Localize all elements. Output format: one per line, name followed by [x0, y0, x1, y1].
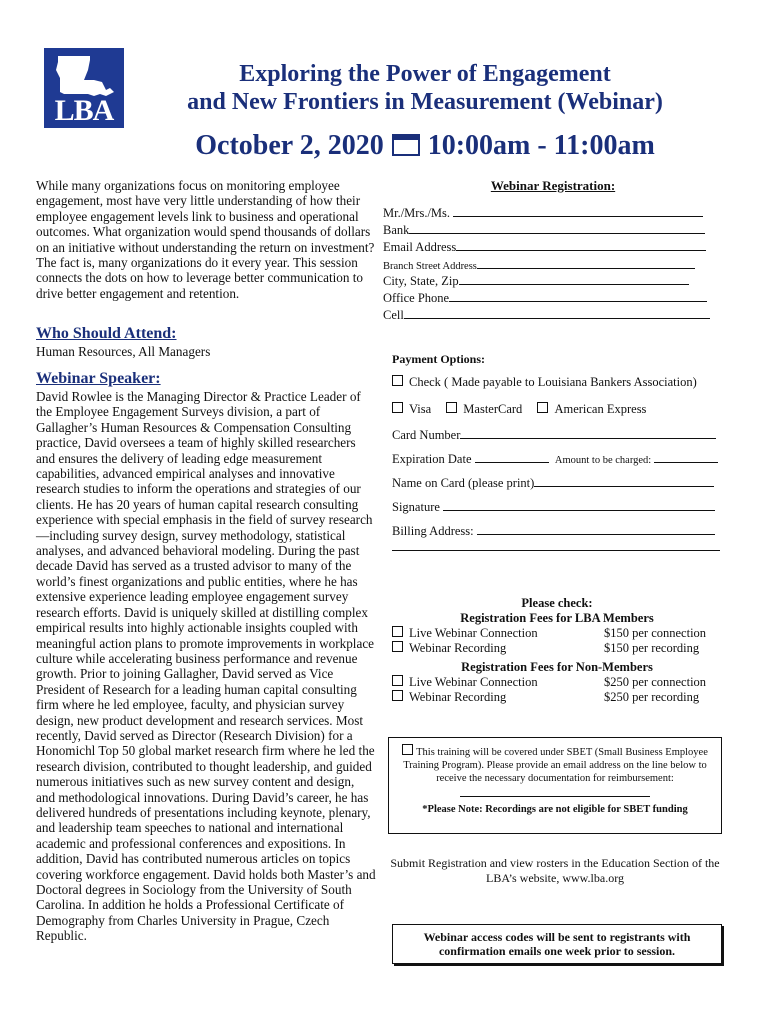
nonmember-live-option[interactable]: Live Webinar Connection $250 per connection — [392, 675, 722, 690]
nonmember-recording-option[interactable]: Webinar Recording $250 per recording — [392, 690, 722, 705]
card-type-options — [392, 402, 646, 417]
street-address-field[interactable]: Branch Street Address — [383, 257, 695, 272]
intro-paragraph: While many organizations focus on monitoring employee engagement, most have very little understanding of how their employee engagement levels link to business and operational outcomes. What organization would spend thousands of dollars on an initiative without understanding the return on investment? The fact is, many organizations do it every year. This session connects the dots on how to leverage better communication to drive better engagement and retention. — [36, 178, 375, 301]
mastercard-option[interactable]: MasterCard — [446, 402, 522, 416]
please-check-label: Please check: — [521, 596, 593, 610]
amount-field[interactable] — [654, 451, 718, 463]
city-state-zip-field[interactable]: City, State, Zip — [383, 273, 689, 289]
visa-option[interactable]: Visa — [392, 402, 431, 416]
sbet-email-line[interactable] — [460, 795, 650, 797]
event-time: 10:00am - 11:00am — [427, 130, 655, 161]
checkbox-icon[interactable] — [446, 402, 457, 413]
logo-text: LBA — [54, 94, 114, 127]
event-date: October 2, 2020 — [195, 130, 384, 161]
member-recording-option[interactable]: Webinar Recording $150 per recording — [392, 641, 722, 656]
lba-logo — [44, 48, 124, 128]
amex-option[interactable]: American Express — [537, 402, 646, 416]
check-option[interactable]: Check ( Made payable to Louisiana Bankers Association) — [392, 375, 697, 390]
registration-heading: Webinar Registration: — [490, 178, 616, 193]
checkbox-icon[interactable] — [392, 402, 403, 413]
checkbox-icon[interactable] — [392, 626, 403, 637]
expiration-field[interactable]: Expiration Date Amount to be charged: — [392, 451, 718, 467]
name-field[interactable]: Mr./Mrs./Ms. — [383, 205, 703, 221]
page-title — [150, 60, 700, 116]
checkbox-icon[interactable] — [392, 675, 403, 686]
access-codes-notice: Webinar access codes will be sent to registrants with confirmation emails one week prior to session. — [392, 924, 722, 964]
billing-address-field[interactable]: Billing Address: — [392, 523, 715, 539]
speaker-bio: David Rowlee is the Managing Director & Practice Leader of the Employee Engagement Surveys division, a part of Gallagher’s Human Resources & Compensation Consulting practice, David oversees a team of highly skilled researchers and ensures the delivery of leading edge measurement capabilities, advanced empirical analyses and innovative research studies to inform the operations and strategies of our clients. He has 20 years of human capital research consulting experience with special emphasis in the field of survey research—including survey design, survey methodology, statistical analyses, and advanced behavioral modeling. During the past decade David has served as a trusted advisor to many of the world’s finest organizations and public entities, where he has extensive experience leading employee engagement survey research efforts. David is uniquely skilled at distilling complex empirical results into highly actionable insights coupled with meaningful action plans to promote improvements in workplace culture while accelerating business performance and revenue growth. Prior to joining Gallagher, David served as Vice President of Research for a leading human capital consulting firm where he led employee, faculty, and physician survey design, new product development and research services. Most recently, David served as Director (Research Division) for a Honomichl Top 50 global market research firm where he led the research division, contributed to thought leadership, and guided numerous initiatives such as new survey content and design, and methodological innovations. During David’s career, he has delivered hundreds of presentations including keynote, plenary, and leadership team speeches to national and international academic and professional conferences and expositions. In addition, David has contributed numerous articles on topics covering workforce engagement. David holds both Master’s and Doctoral degrees in Sociology from the University of South Carolina. In addition he holds a Professional Certificate of Demography from Charles University in Prague, Czech Republic. — [36, 389, 376, 944]
cell-field[interactable]: Cell — [383, 307, 710, 323]
billing-address-line-2[interactable] — [392, 550, 720, 551]
bank-field[interactable]: Bank — [383, 222, 705, 238]
title-line-1: Exploring the Power of Engagement — [239, 61, 611, 87]
signature-field[interactable]: Signature — [392, 499, 715, 515]
name-on-card-field[interactable]: Name on Card (please print) — [392, 475, 714, 491]
sbet-box — [388, 737, 722, 834]
email-field[interactable]: Email Address — [383, 239, 706, 255]
who-should-attend-text: Human Resources, All Managers — [36, 344, 211, 359]
office-phone-field[interactable]: Office Phone — [383, 290, 707, 306]
title-line-2: and New Frontiers in Measurement (Webinar) — [187, 89, 663, 115]
checkbox-icon[interactable] — [402, 744, 413, 755]
nonmembers-fees-heading: Registration Fees for Non-Members — [461, 660, 653, 674]
submit-instructions: Submit Registration and view rosters in the Education Section of the LBA’s website, www.lba.org — [390, 856, 720, 885]
checkbox-icon[interactable] — [392, 690, 403, 701]
sbet-option[interactable]: This training will be covered under SBET (Small Business Employee Training Program). Please provide an email address on the line below to receive the necessary documentation for reimbursement: — [395, 744, 715, 785]
sbet-note: *Please Note: Recordings are not eligible for SBET funding — [422, 804, 688, 815]
card-number-field[interactable]: Card Number — [392, 427, 716, 443]
amount-label: Amount to be charged: — [554, 455, 652, 466]
checkbox-icon[interactable] — [537, 402, 548, 413]
webinar-speaker-heading: Webinar Speaker: — [36, 370, 161, 387]
members-fees-heading: Registration Fees for LBA Members — [460, 611, 654, 625]
member-live-option[interactable]: Live Webinar Connection $150 per connection — [392, 626, 722, 641]
checkbox-icon[interactable] — [392, 375, 403, 386]
checkbox-icon[interactable] — [392, 641, 403, 652]
event-date-time — [150, 130, 700, 162]
payment-options-heading: Payment Options: — [392, 352, 485, 366]
calendar-icon — [392, 134, 420, 156]
registration-fees — [392, 596, 722, 705]
who-should-attend-heading: Who Should Attend: — [36, 325, 177, 342]
